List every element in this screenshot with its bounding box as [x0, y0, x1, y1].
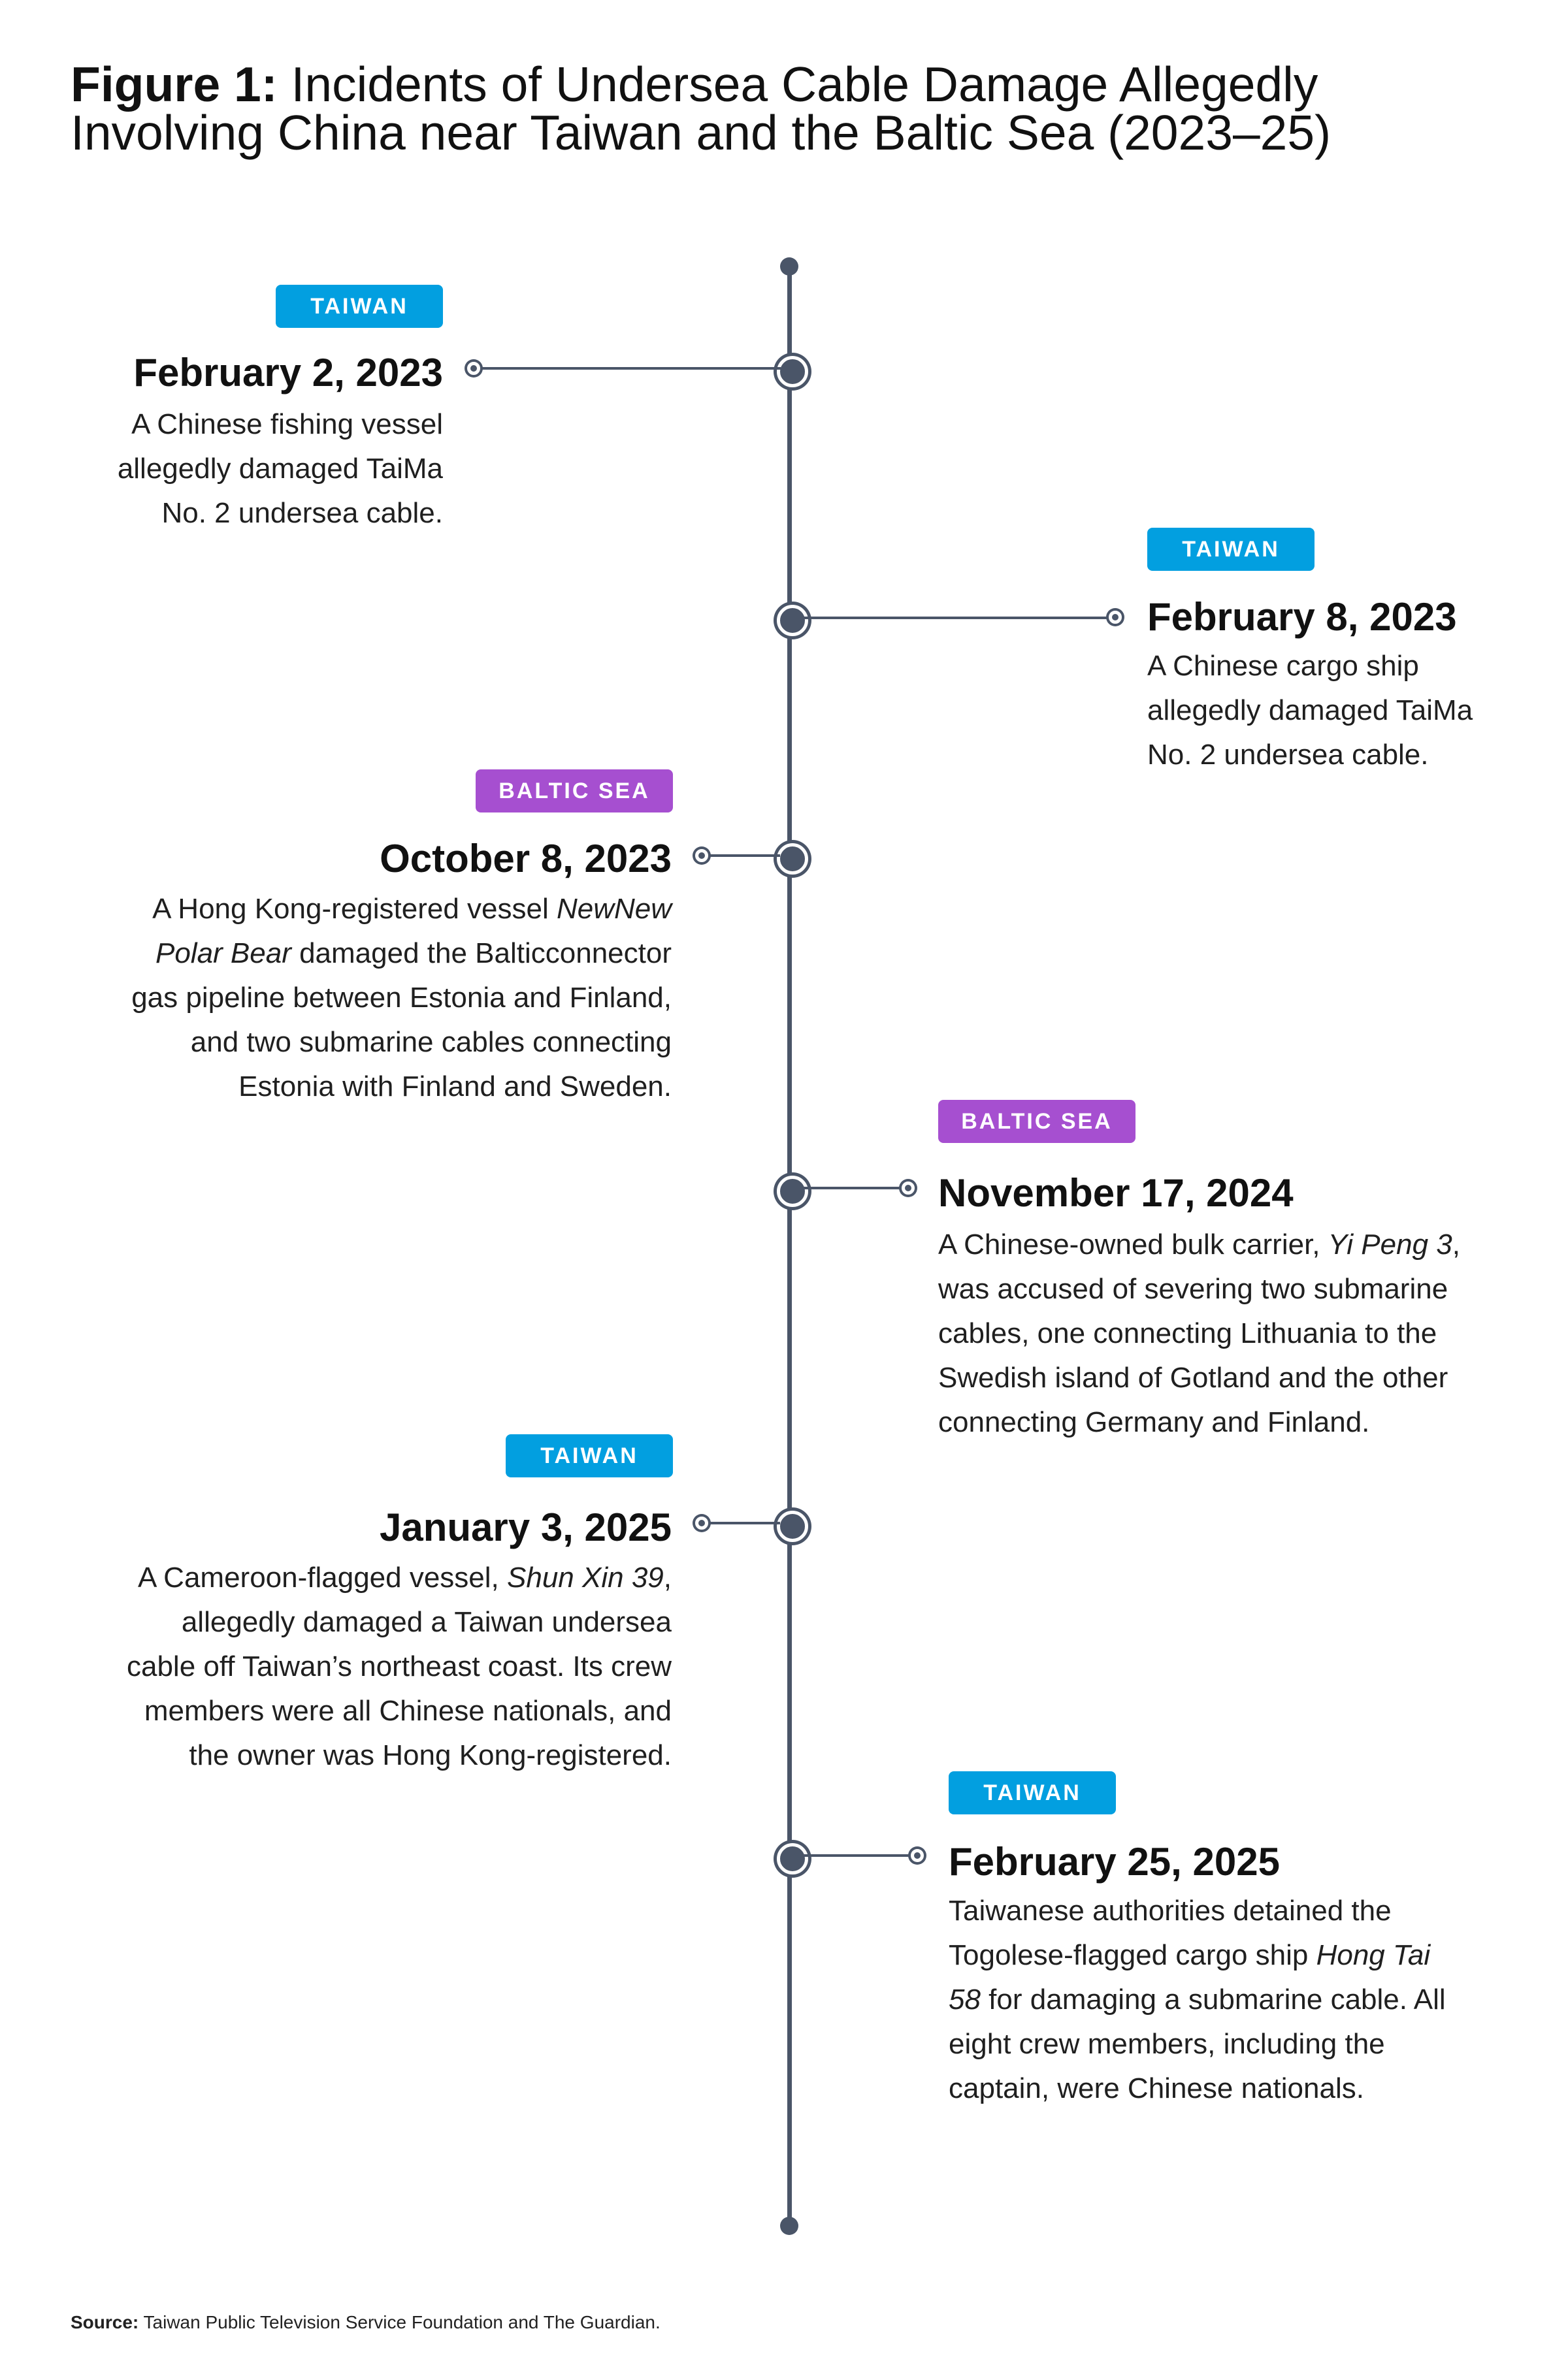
connector-end-dot [1109, 611, 1122, 624]
connector-line [804, 617, 1111, 619]
event-date: November 17, 2024 [938, 1171, 1294, 1215]
connector-end-dot [695, 1517, 708, 1530]
event-description: A Chinese cargo ship allegedly damaged TaiMa No. 2 undersea cable. [1147, 650, 1473, 771]
region-badge: BALTIC SEA [476, 769, 673, 812]
region-badge: TAIWAN [949, 1771, 1116, 1814]
timeline-node [777, 356, 808, 387]
timeline-node [777, 843, 808, 875]
event-date: February 25, 2025 [949, 1840, 1280, 1884]
figure-title-text: Incidents of Undersea Cable Damage Allegedly Involving China near Taiwan and the Baltic Sea (2023–25) [71, 57, 1331, 160]
connector-end-dot [695, 849, 708, 862]
connector-end-dot [467, 362, 480, 375]
event-description: A Chinese fishing vessel allegedly damaged TaiMa No. 2 undersea cable. [117, 408, 443, 529]
page-title [71, 57, 1508, 160]
connector-end-dot [911, 1849, 924, 1862]
region-badge: TAIWAN [276, 285, 443, 328]
timeline-start-dot [780, 257, 798, 276]
event-description: A Cameroon-flagged vessel, Shun Xin 39, allegedly damaged a Taiwan undersea cable off Taiwan’s northeast coast. Its crew members were all Chinese nationals, and the owner was Hong Kong-registered. [126, 1562, 672, 1771]
event-date: October 8, 2023 [380, 837, 672, 880]
connector-line [804, 1187, 902, 1189]
timeline-line [787, 268, 792, 2226]
region-badge: TAIWAN [506, 1434, 673, 1477]
source-text: Taiwan Public Television Service Foundation and The Guardian. [143, 2312, 661, 2332]
source-note [71, 2312, 661, 2333]
connector-line [480, 367, 781, 370]
timeline-node [777, 1511, 808, 1542]
timeline-node [777, 1176, 808, 1207]
connector-line [707, 1522, 780, 1524]
event-description: A Hong Kong-registered vessel NewNew Polar Bear damaged the Balticconnector gas pipeline between Estonia and Finland, and two submarine cables connecting Estonia with Finland and Sweden. [131, 893, 672, 1102]
event-date: February 2, 2023 [133, 351, 443, 394]
connector-end-dot [902, 1182, 915, 1195]
region-badge: BALTIC SEA [938, 1100, 1135, 1143]
connector-line [804, 1854, 916, 1857]
event-description: Taiwanese authorities detained the Togolese-flagged cargo ship Hong Tai 58 for damaging a submarine cable. All eight crew members, including the captain, were Chinese nationals. [949, 1895, 1446, 2104]
timeline-end-dot [780, 2217, 798, 2235]
timeline-node [777, 1843, 808, 1874]
figure-label: Figure 1: [71, 57, 278, 112]
event-date: February 8, 2023 [1147, 595, 1457, 639]
event-description: A Chinese-owned bulk carrier, Yi Peng 3, was accused of severing two submarine cables, one connecting Lithuania to the Swedish island of Gotland and the other connecting Germany and Finland. [938, 1229, 1460, 1438]
source-label: Source: [71, 2312, 139, 2332]
timeline-node [777, 605, 808, 636]
event-date: January 3, 2025 [380, 1505, 672, 1549]
region-badge: TAIWAN [1147, 528, 1315, 571]
connector-line [707, 854, 780, 857]
